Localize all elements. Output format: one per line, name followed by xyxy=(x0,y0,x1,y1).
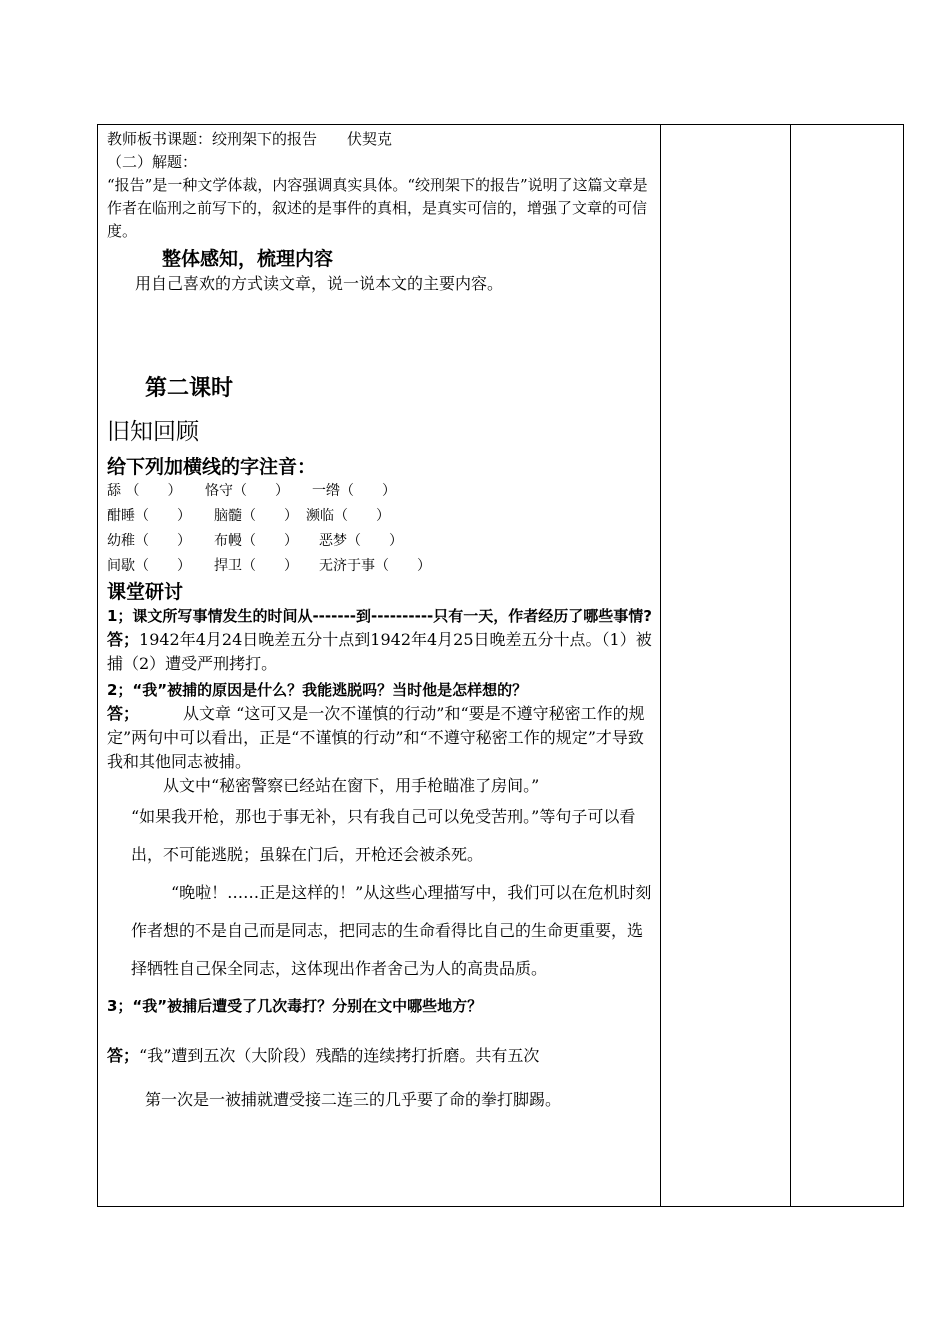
column-divider xyxy=(660,125,661,1206)
pinyin-row xyxy=(107,529,652,554)
column-divider xyxy=(790,125,791,1206)
pinyin-row xyxy=(107,504,652,529)
answer-3-paragraph: 第一次是一被捕就遭受接二连三的几乎要了命的拳打脚踢。 xyxy=(145,1090,562,1109)
perception-heading: 整体感知，梳理内容 xyxy=(162,248,334,270)
pinyin-item: 恶梦（ ） xyxy=(319,533,403,549)
pinyin-exercise xyxy=(107,479,652,579)
answer-1 xyxy=(107,628,652,676)
pinyin-item: 舔 （ ） xyxy=(107,483,182,499)
board-title: 教师板书课题：绞刑架下的报告 伏契克 xyxy=(107,130,393,148)
question-1: 1；课文所写事情发生的时间从-------到----------只有一天，作者经历了哪些事情? xyxy=(107,607,652,625)
answer-2-paragraph: “如果我开枪，那也于事无补，只有我自己可以免受苦刑。”等句子可以看出，不可能逃脱；虽躲在门后，开枪还会被杀死。 xyxy=(131,807,636,864)
answer-3-text: “我”遭到五次（大阶段）残酷的连续拷打折磨。共有五次 xyxy=(139,1046,540,1065)
lesson-plan-table xyxy=(97,124,904,1207)
main-content-cell xyxy=(107,128,652,1112)
answer-label: 答； xyxy=(107,704,140,723)
perception-instruction: 用自己喜欢的方式读文章，说一说本文的主要内容。 xyxy=(135,274,504,293)
answer-label: 答； xyxy=(107,630,140,649)
jieti-text: “报告”是一种文学体裁，内容强调真实具体。“绞刑架下的报告”说明了这篇文章是作者在临刑之前写下的，叙述的是事件的真相，是真实可信的，增强了文章的可信度。 xyxy=(107,176,648,240)
answer-2-paragraph: 从文中“秘密警察已经站在窗下，用手枪瞄准了房间。” xyxy=(163,776,540,795)
answer-label: 答； xyxy=(107,1046,140,1065)
question-3: 3；“我”被捕后遭受了几次毒打？分别在文中哪些地方？ xyxy=(107,997,483,1015)
pinyin-item: 无济于事（ ） xyxy=(319,558,431,574)
jieti-label: （二）解题： xyxy=(107,153,198,171)
pinyin-item: 濒临（ ） xyxy=(306,508,390,524)
pinyin-heading: 给下列加横线的字注音： xyxy=(107,456,317,478)
lesson2-title: 第二课时 xyxy=(145,376,234,401)
question-2: 2；“我”被捕的原因是什么？我能逃脱吗？当时他是怎样想的？ xyxy=(107,681,528,699)
pinyin-row xyxy=(107,554,652,579)
pinyin-item: 布幔（ ） xyxy=(214,533,298,549)
research-heading: 课堂研讨 xyxy=(107,581,184,603)
pinyin-item: 脑髓（ ） xyxy=(214,508,298,524)
pinyin-item: 间歇（ ） xyxy=(107,558,191,574)
answer-3 xyxy=(107,1044,652,1068)
pinyin-item: 捍卫（ ） xyxy=(214,558,298,574)
pinyin-item: 恪守（ ） xyxy=(205,483,289,499)
pinyin-row xyxy=(107,479,652,504)
pinyin-item: 酣睡（ ） xyxy=(107,508,191,524)
answer-2-intro xyxy=(107,702,652,774)
answer-1-text: 1942年4月24日晚差五分十点到1942年4月25日晚差五分十点。（1）被捕（2）遭受严刑拷打。 xyxy=(107,630,652,673)
review-heading: 旧知回顾 xyxy=(107,419,199,445)
answer-2-text: 从文章 “这可又是一次不谨慎的行动”和“要是不遵守秘密工作的规定”两句中可以看出，正是“不谨慎的行动”和“不遵守秘密工作的规定”才导致我和其他同志被捕。 xyxy=(107,704,645,771)
answer-2-paragraph: “晚啦！……正是这样的！”从这些心理描写中，我们可以在危机时刻作者想的不是自己而是同志，把同志的生命看得比自己的生命更重要，选择牺牲自己保全同志，这体现出作者舍己为人的高贵品质。 xyxy=(131,883,652,978)
pinyin-item: 幼稚（ ） xyxy=(107,533,191,549)
pinyin-item: 一绺（ ） xyxy=(312,483,396,499)
